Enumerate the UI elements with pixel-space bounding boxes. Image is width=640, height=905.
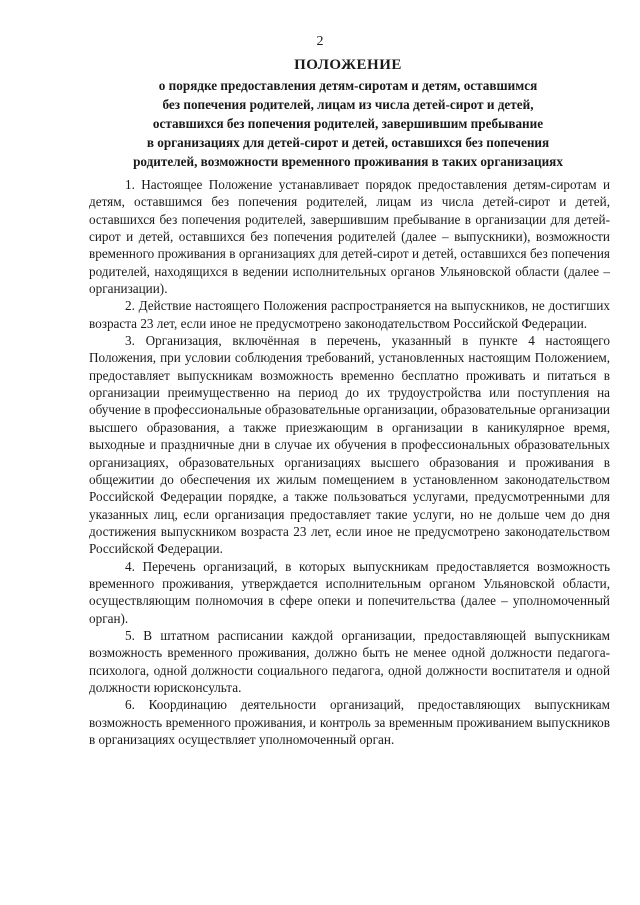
paragraph-4: 4. Перечень организаций, в которых выпускникам предоставляется возможность временного проживания, утверждается исполнительным органом Ульяновской области, осуществляющим полномочия в сфере опеки и попечительства (далее – уполномоченный орган). — [89, 558, 610, 626]
page-number: 2 — [316, 34, 324, 49]
paragraph-2: 2. Действие настоящего Положения распространяется на выпускников, не достигших возраста 23 лет, если иное не предусмотрено законодательством Российской Федерации. — [89, 298, 610, 331]
subtitle-line: в организациях для детей-сирот и детей, оставшихся без попечения — [146, 135, 550, 150]
subtitle-line: без попечения родителей, лицам из числа детей-сирот и детей, — [162, 97, 534, 112]
subtitle-line: родителей, возможности временного проживания в таких организациях — [133, 154, 563, 169]
paragraph-5: 5. В штатном расписании каждой организации, предоставляющей выпускникам возможность временного проживания, должно быть не менее одной должности педагога-психолога, одной должности социального педагога, одной должности воспитателя и одной должности юрисконсульта. — [89, 627, 610, 695]
paragraph-1: 1. Настоящее Положение устанавливает порядок предоставления детям-сиротам и детям, оставшимся без попечения родителей, лицам из числа детей-сирот и детей, оставшихся без попечения родителей, завершившим пребывание в организации для детей-сирот и детей, оставшихся без попечения родителей (далее – выпускники), возможности временного проживания в организациях для детей-сирот и детей, оставшихся без попечения родителей, находящихся в ведении исполнительных органов Ульяновской области (далее – организации). — [89, 177, 610, 297]
title-block — [78, 56, 618, 171]
paragraph-3: 3. Организация, включённая в перечень, указанный в пункте 4 настоящего Положения, при условии соблюдения требований, установленных настоящим Положением, предоставляет выпускникам возможность временно бесплатно проживать и питаться в организации преимущественно на период до их трудоустройства или поступления на обучение в профессиональные образовательные организации, образовательные организации высшего образования, а также приезжающим в организации в каникулярное время, выходные и праздничные дни в случае их обучения в профессиональных образовательных организациях, образовательных организациях высшего образования и проживания в общежитии до обеспечения их жилым помещением в установленном законодательством Российской Федерации порядке, а также пользоваться услугами, предусмотренными для указанных лиц, если организация предоставляет такие услуги, но не дольше чем до дня достижения выпускником возраста 23 лет, если иное не предусмотрено законодательством Российской Федерации. — [89, 333, 610, 557]
document-title: ПОЛОЖЕНИЕ — [294, 57, 402, 73]
document-body — [89, 176, 610, 748]
subtitle-line: оставшихся без попечения родителей, завершившим пребывание — [152, 116, 544, 131]
subtitle-line: о порядке предоставления детям-сиротам и детям, оставшимся — [158, 78, 538, 93]
paragraph-6: 6. Координацию деятельности организаций, предоставляющих выпускникам возможность временного проживания, и контроль за временным проживанием выпускников в организациях осуществляет уполномоченный орган. — [89, 697, 610, 747]
